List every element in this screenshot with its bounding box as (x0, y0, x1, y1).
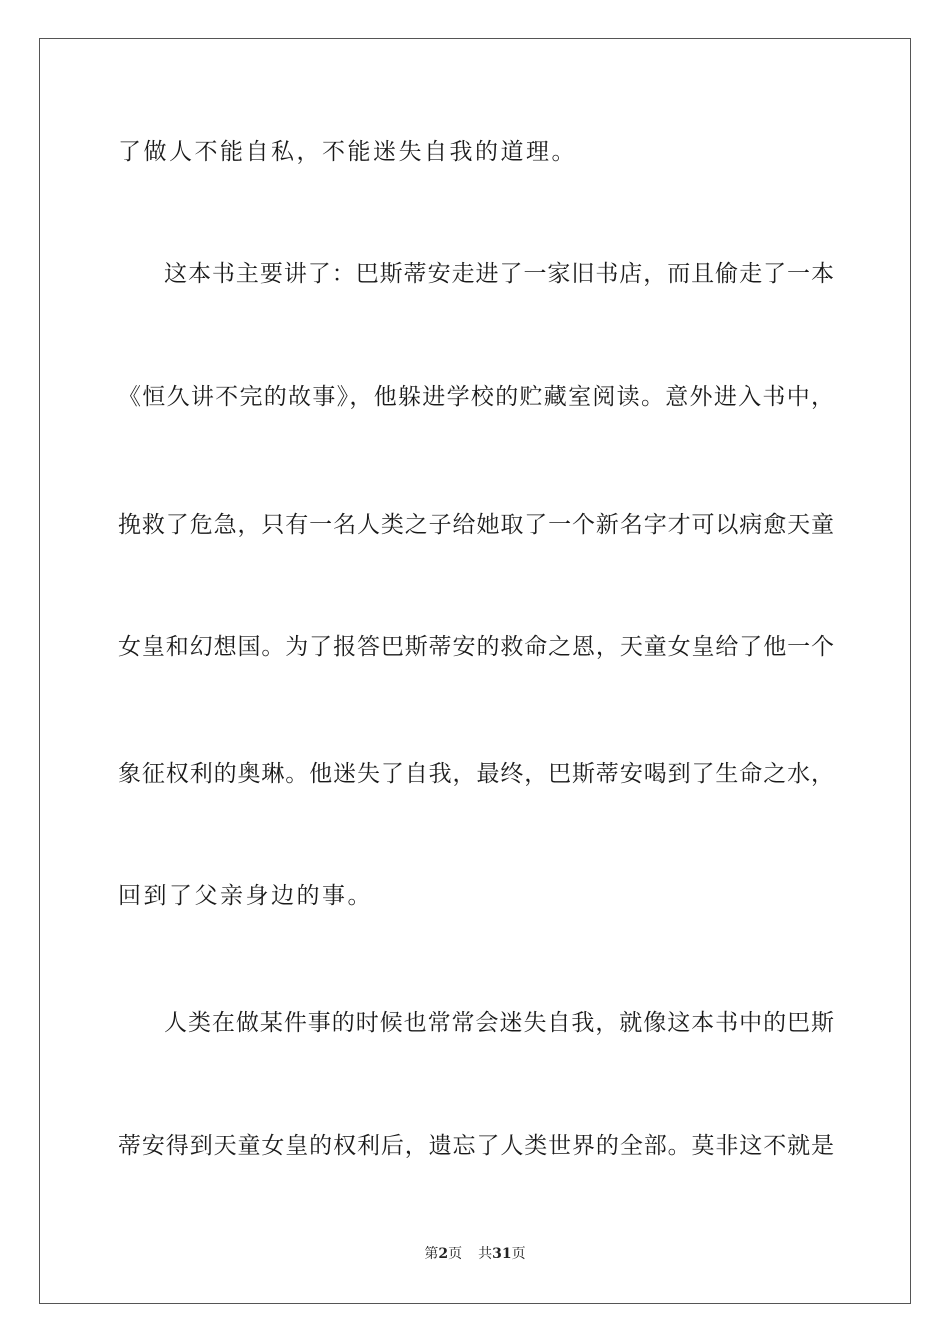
page-border (39, 38, 911, 1304)
page-footer (0, 1244, 950, 1264)
total-suffix: 页 (511, 1246, 526, 1262)
text-line-1: 了做人不能自私，不能迷失自我的道理。 (118, 139, 577, 165)
text-line-5: 女皇和幻想国。为了报答巴斯蒂安的救命之恩，天童女皇给了他一个 (118, 634, 834, 660)
text-line-9: 蒂安得到天童女皇的权利后，遗忘了人类世界的全部。莫非这不就是 (118, 1133, 834, 1159)
page-number: 2 (438, 1246, 449, 1262)
text-line-4: 挽救了危急，只有一名人类之子给她取了一个新名字才可以病愈天童 (118, 512, 834, 538)
text-line-6: 象征权利的奥琳。他迷失了自我，最终，巴斯蒂安喝到了生命之水， (118, 761, 834, 787)
text-line-7: 回到了父亲身边的事。 (118, 883, 373, 909)
page-suffix: 页 (448, 1246, 463, 1262)
text-line-3: 《恒久讲不完的故事》，他躲进学校的贮藏室阅读。意外进入书中， (118, 384, 834, 410)
text-line-2: 这本书主要讲了：巴斯蒂安走进了一家旧书店，而且偷走了一本 (164, 261, 834, 287)
text-line-8: 人类在做某件事的时候也常常会迷失自我，就像这本书中的巴斯 (164, 1010, 834, 1036)
page-prefix: 第 (424, 1246, 439, 1262)
total-pages: 31 (492, 1246, 512, 1262)
total-prefix: 共 (478, 1246, 493, 1262)
